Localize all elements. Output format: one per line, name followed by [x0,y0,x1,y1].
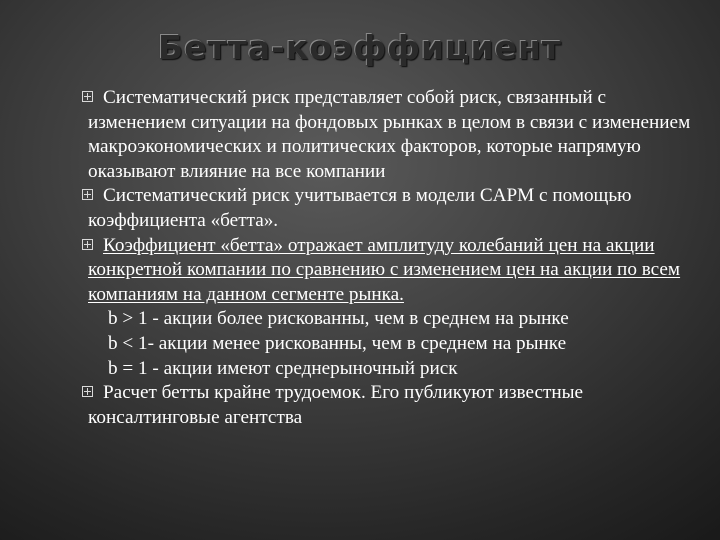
bullet-paragraph-beta-calculation [88,381,700,430]
paragraph-text: Систематический риск представляет собой риск, связанный с изменением ситуации на фондовых рынках в целом в связи с изменением макроэкономических и политических факторов, которые напрямую оказывают влияние на все компании [88,87,691,182]
boxed-plus-bullet-icon [82,91,93,102]
boxed-plus-bullet-icon [82,386,93,397]
bullet-paragraph-capm [88,184,700,233]
paragraph-text: b = 1 - акции имеют среднерыночный риск [108,357,458,379]
bullet-paragraph-beta-definition [88,234,700,308]
beta-less-line [88,332,700,357]
beta-equal-line [88,357,700,382]
paragraph-text: Систематический риск учитывается в модели CAPM с помощью коэффициента «бетта». [88,185,632,231]
slide-title: Бетта-коэффициент [158,28,562,67]
paragraph-text: b < 1- акции менее рискованны, чем в среднем на рынке [108,332,567,354]
paragraph-text: Расчет бетты крайне трудоемок. Его публикуют известные консалтинговые агентства [88,382,584,428]
boxed-plus-bullet-icon [82,189,93,200]
beta-greater-line [88,307,700,332]
boxed-plus-bullet-icon [82,239,93,250]
bullet-paragraph-systematic-risk [88,86,700,184]
paragraph-text: Коэффициент «бетта» отражает амплитуду колебаний цен на акции конкретной компании по сравнению с изменением цен на акции по всем компаниям на данном сегменте рынка. [88,234,681,305]
paragraph-text: b > 1 - акции более рискованны, чем в среднем на рынке [108,308,569,330]
slide-body [88,86,700,430]
